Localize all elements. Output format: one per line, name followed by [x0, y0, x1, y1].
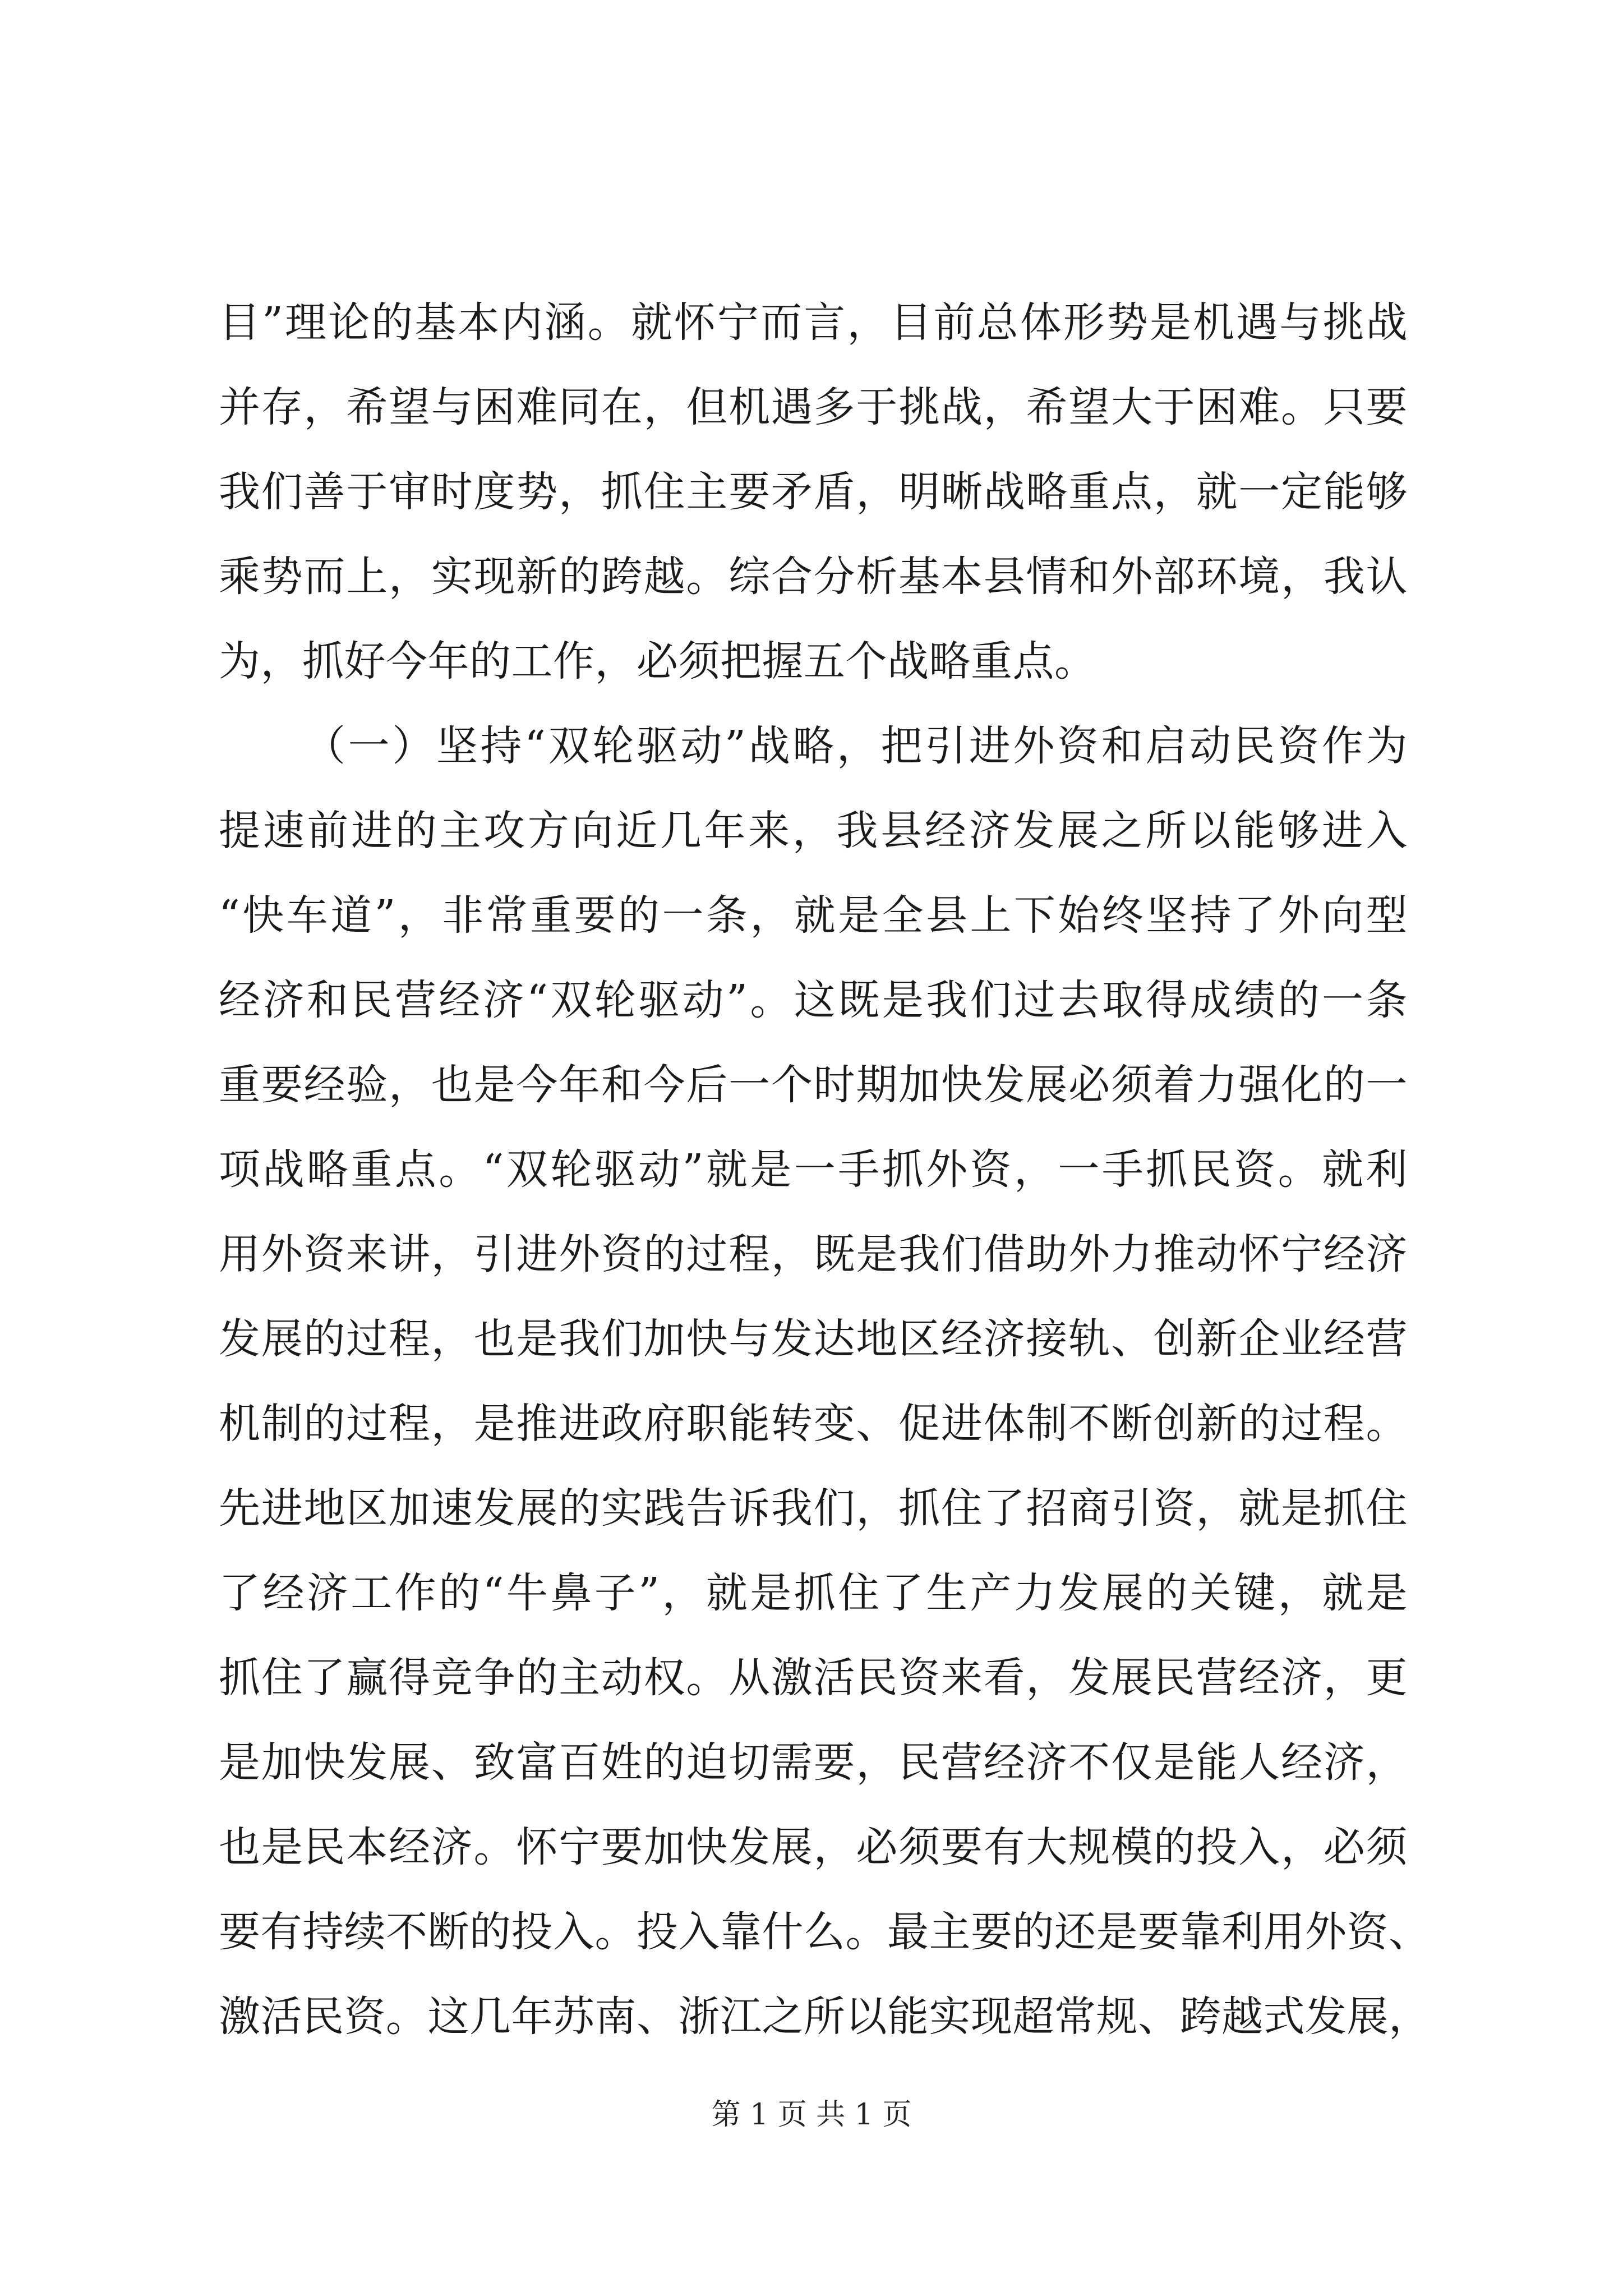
- text-line-11: 项战略重点。“双轮驱动”就是一手抓外资，一手抓民资。就利: [219, 1145, 1408, 1194]
- text-line-7: 提速前进的主攻方向近几年来，我县经济发展之所以能够进入: [219, 807, 1408, 855]
- text-line-17: 抓住了赢得竞争的主动权。从激活民资来看，发展民营经济，更: [219, 1654, 1408, 1702]
- text-line-4: 乘势而上，实现新的跨越。综合分析基本县情和外部环境，我认: [219, 553, 1408, 601]
- text-line-8: “快车道”，非常重要的一条，就是全县上下始终坚持了外向型: [219, 891, 1408, 940]
- text-line-20: 要有持续不断的投入。投入靠什么。最主要的还是要靠利用外资、: [219, 1908, 1431, 1956]
- body-text: [219, 280, 1431, 2059]
- text-line-3: 我们善于审时度势，抓住主要矛盾，明晰战略重点，就一定能够: [219, 468, 1408, 516]
- text-line-15: 先进地区加速发展的实践告诉我们，抓住了招商引资，就是抓住: [219, 1484, 1408, 1533]
- text-line-13: 发展的过程，也是我们加快与发达地区经济接轨、创新企业经营: [219, 1315, 1408, 1363]
- page-number-footer: 第 1 页 共 1 页: [711, 2098, 912, 2132]
- text-line-19: 也是民本经济。怀宁要加快发展，必须要有大规模的投入，必须: [219, 1823, 1408, 1871]
- text-line-5: 为，抓好今年的工作，必须把握五个战略重点。: [219, 637, 1096, 685]
- text-line-1: 目”理论的基本内涵。就怀宁而言，目前总体形势是机遇与挑战: [219, 298, 1408, 347]
- text-line-12: 用外资来讲，引进外资的过程，既是我们借助外力推动怀宁经济: [219, 1230, 1408, 1278]
- text-line-9: 经济和民营经济“双轮驱动”。这既是我们过去取得成绩的一条: [219, 976, 1408, 1024]
- text-line-6: （一）坚持“双轮驱动”战略，把引进外资和启动民资作为: [304, 722, 1408, 770]
- text-line-16: 了经济工作的“牛鼻子”，就是抓住了生产力发展的关键，就是: [219, 1569, 1408, 1617]
- text-line-14: 机制的过程，是推进政府职能转变、促进体制不断创新的过程。: [219, 1400, 1408, 1448]
- text-line-10: 重要经验，也是今年和今后一个时期加快发展必须着力强化的一: [219, 1061, 1408, 1109]
- text-line-21: 激活民资。这几年苏南、浙江之所以能实现超常规、跨越式发展，: [219, 1993, 1431, 2041]
- text-line-18: 是加快发展、致富百姓的迫切需要，民营经济不仅是能人经济，: [219, 1738, 1408, 1787]
- text-line-2: 并存，希望与困难同在，但机遇多于挑战，希望大于困难。只要: [219, 383, 1408, 431]
